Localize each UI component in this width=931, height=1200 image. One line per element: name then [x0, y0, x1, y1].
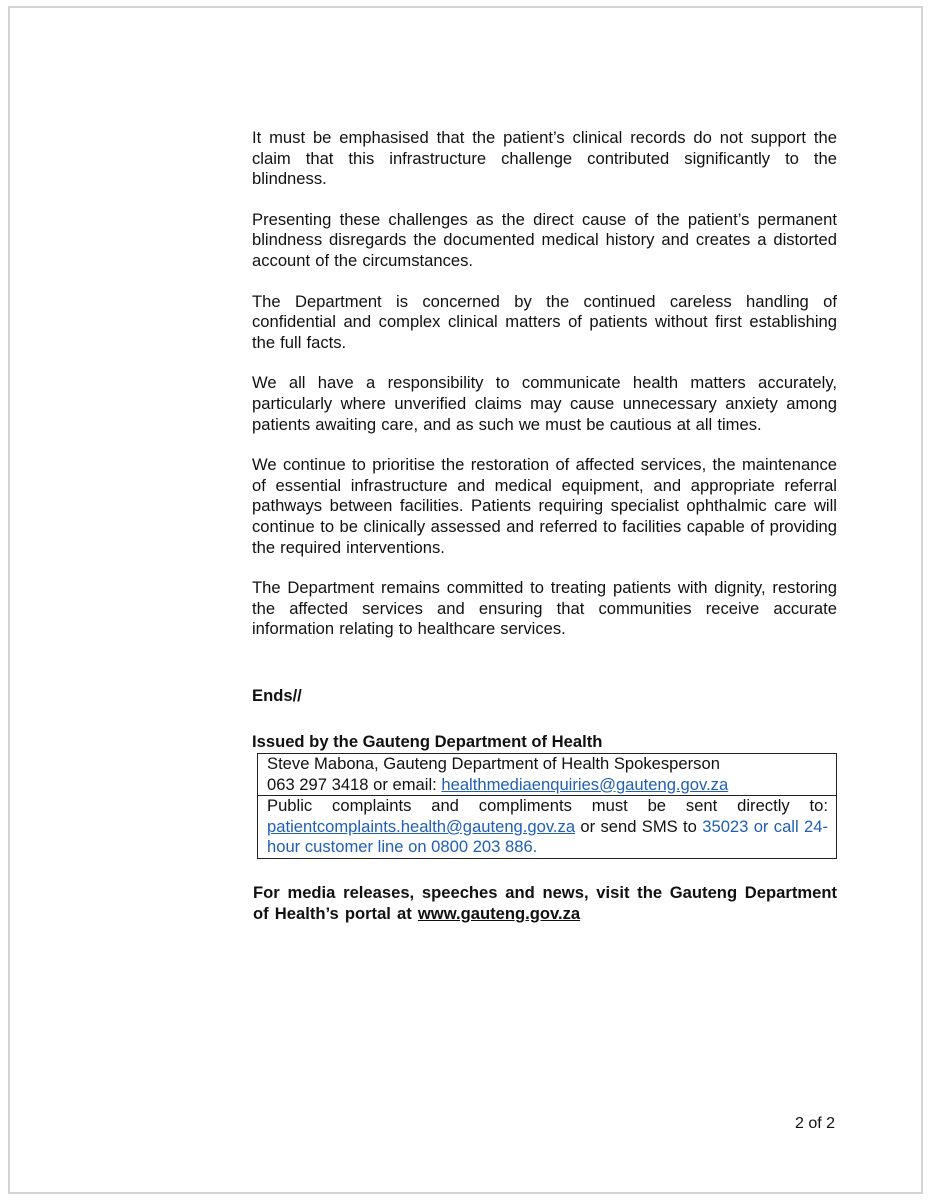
paragraph-direct-cause: Presenting these challenges as the direct cause of the patient’s permanent blindness disregards the documented medical history and creates a distorted account of the circumstances.: [252, 209, 837, 270]
complaints-cell: [258, 796, 837, 859]
paragraph-department-concern: The Department is concerned by the continued careless handling of confidential and complex clinical matters of patients without first establishing the full facts.: [252, 291, 837, 352]
contact-row-complaints: [258, 796, 837, 859]
document-page: [8, 6, 923, 1194]
issued-by-heading: Issued by the Gauteng Department of Health: [252, 732, 603, 752]
sms-text: or send SMS to: [575, 816, 703, 836]
complaints-email-link[interactable]: patientcomplaints.health@gauteng.gov.za: [267, 816, 576, 836]
page-number: 2 of 2: [795, 1115, 836, 1132]
complaints-text: Public complaints and compliments must be sent directly to:: [267, 796, 828, 816]
contact-row-spokesperson: [258, 754, 837, 796]
media-portal-note: [253, 883, 837, 924]
paragraph-commitment: The Department remains committed to treating patients with dignity, restoring the affected services and ensuring that communities receive accurate information relating to healthcare services.: [252, 578, 837, 639]
paragraph-responsibility: We all have a responsibility to communicate health matters accurately, particularly where unverified claims may cause unnecessary anxiety among patients awaiting care, and as such we must be cautious at all times.: [252, 373, 837, 434]
spokesperson-name: Steve Mabona, Gauteng Department of Health Spokesperson: [267, 754, 720, 774]
spokesperson-cell: [258, 754, 837, 796]
contact-table: [257, 753, 837, 859]
paragraph-restoration: We continue to prioritise the restoration of affected services, the maintenance of essential infrastructure and medical equipment, and appropriate referral pathways between facilities. Patients requiring specialist ophthalmic care will continue to be clinically assessed and referred to facilities capable of providing the required interventions.: [252, 455, 837, 557]
media-note-text: For media releases, speeches and news, visit the Gauteng Department of Health’s portal at: [253, 883, 837, 923]
document-body: [252, 128, 837, 924]
ends-marker: Ends//: [252, 685, 302, 705]
sms-call-line: 35023 or call 24-hour customer line on 0800 203 886.: [267, 816, 828, 857]
media-email-link[interactable]: healthmediaenquiries@gauteng.gov.za: [441, 774, 729, 794]
paragraph-clinical-records: It must be emphasised that the patient’s clinical records do not support the claim that this infrastructure challenge contributed significantly to the blindness.: [252, 128, 837, 189]
spokesperson-phone: 063 297 3418 or email:: [267, 774, 442, 794]
portal-url-link[interactable]: www.gauteng.gov.za: [417, 903, 581, 923]
